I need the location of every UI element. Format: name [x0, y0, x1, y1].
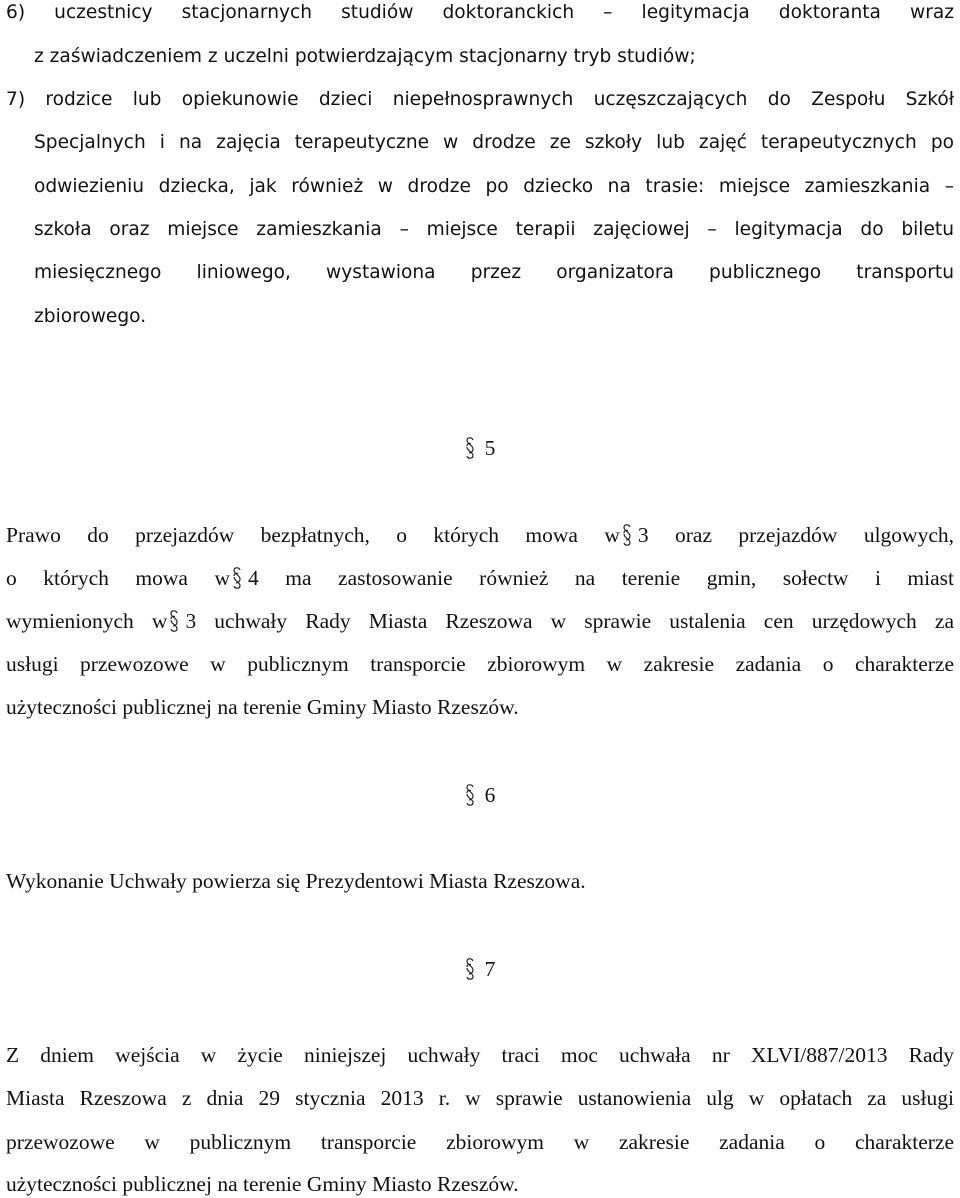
section-5-line-3-a: wymienionych w	[6, 609, 168, 633]
section-7-line-4: użyteczności publicznej na terenie Gminy Miasto Rzeszów.	[6, 1172, 519, 1196]
section-5-line-3-b: 3 uchwały Rady Miasta Rzeszowa w sprawie ustalenia cen urzędowych za	[185, 609, 955, 633]
section-6-line-1: Wykonanie Uchwały powierza się Prezydentowi Miasta Rzeszowa.	[6, 869, 586, 893]
section-5-line-2-b: 4 ma zastosowanie również na terenie gmin, sołectw i miast	[248, 566, 955, 590]
section-5-line-2	[6, 563, 954, 591]
section-5-number: 5	[484, 436, 496, 460]
list-item-7-line-4: szkoła oraz miejsce zamieszkania – miejsce terapii zajęciowej – legitymacja do biletu	[34, 219, 954, 240]
list-item-6-line-1: 6) uczestnicy stacjonarnych studiów doktoranckich – legitymacja doktoranta wraz	[6, 2, 954, 23]
list-item-7-line-6: zbiorowego.	[34, 306, 147, 327]
section-6-heading	[0, 780, 960, 809]
section-sign-icon	[465, 784, 475, 806]
section-5-line-5: użyteczności publicznej na terenie Gminy Miasto Rzeszów.	[6, 695, 519, 719]
section-sign-icon	[465, 958, 475, 980]
section-5-line-3	[6, 606, 954, 634]
list-item-7-line-3: odwiezieniu dziecka, jak również w drodze po dziecko na trasie: miejsce zamieszkania –	[34, 176, 954, 197]
section-sign-icon	[169, 610, 183, 632]
section-5-line-1	[6, 520, 954, 548]
section-7-line-1: Z dniem wejścia w życie niniejszej uchwały traci moc uchwała nr XLVI/887/2013 Rady	[6, 1043, 954, 1067]
list-item-6-line-2: z zaświadczeniem z uczelni potwierdzającym stacjonarny tryb studiów;	[34, 46, 696, 67]
section-5-line-1-a: Prawo do przejazdów bezpłatnych, o których mowa w	[6, 523, 620, 547]
section-6-number: 6	[484, 783, 496, 807]
section-7-number: 7	[484, 957, 496, 981]
section-7-line-3: przewozowe w publicznym transporcie zbiorowym w zakresie zadania o charakterze	[6, 1130, 954, 1154]
list-item-7-line-2: Specjalnych i na zajęcia terapeutyczne w drodze ze szkoły lub zajęć terapeutycznych po	[34, 132, 954, 153]
section-7-heading	[0, 954, 960, 983]
section-5-line-1-b: 3 oraz przejazdów ulgowych,	[637, 523, 954, 547]
section-5-line-2-a: o których mowa w	[6, 566, 231, 590]
section-sign-icon	[622, 524, 636, 546]
section-sign-icon	[465, 437, 475, 459]
section-5-line-4: usługi przewozowe w publicznym transporcie zbiorowym w zakresie zadania o charakterze	[6, 652, 954, 676]
section-5-heading	[0, 433, 960, 462]
section-7-line-2: Miasta Rzeszowa z dnia 29 stycznia 2013 r. w sprawie ustanowienia ulg w opłatach za usługi	[6, 1086, 954, 1110]
list-item-7-line-1: 7) rodzice lub opiekunowie dzieci niepełnosprawnych uczęszczających do Zespołu Szkół	[6, 89, 954, 110]
section-sign-icon	[232, 567, 246, 589]
list-item-7-line-5: miesięcznego liniowego, wystawiona przez organizatora publicznego transportu	[34, 262, 954, 283]
